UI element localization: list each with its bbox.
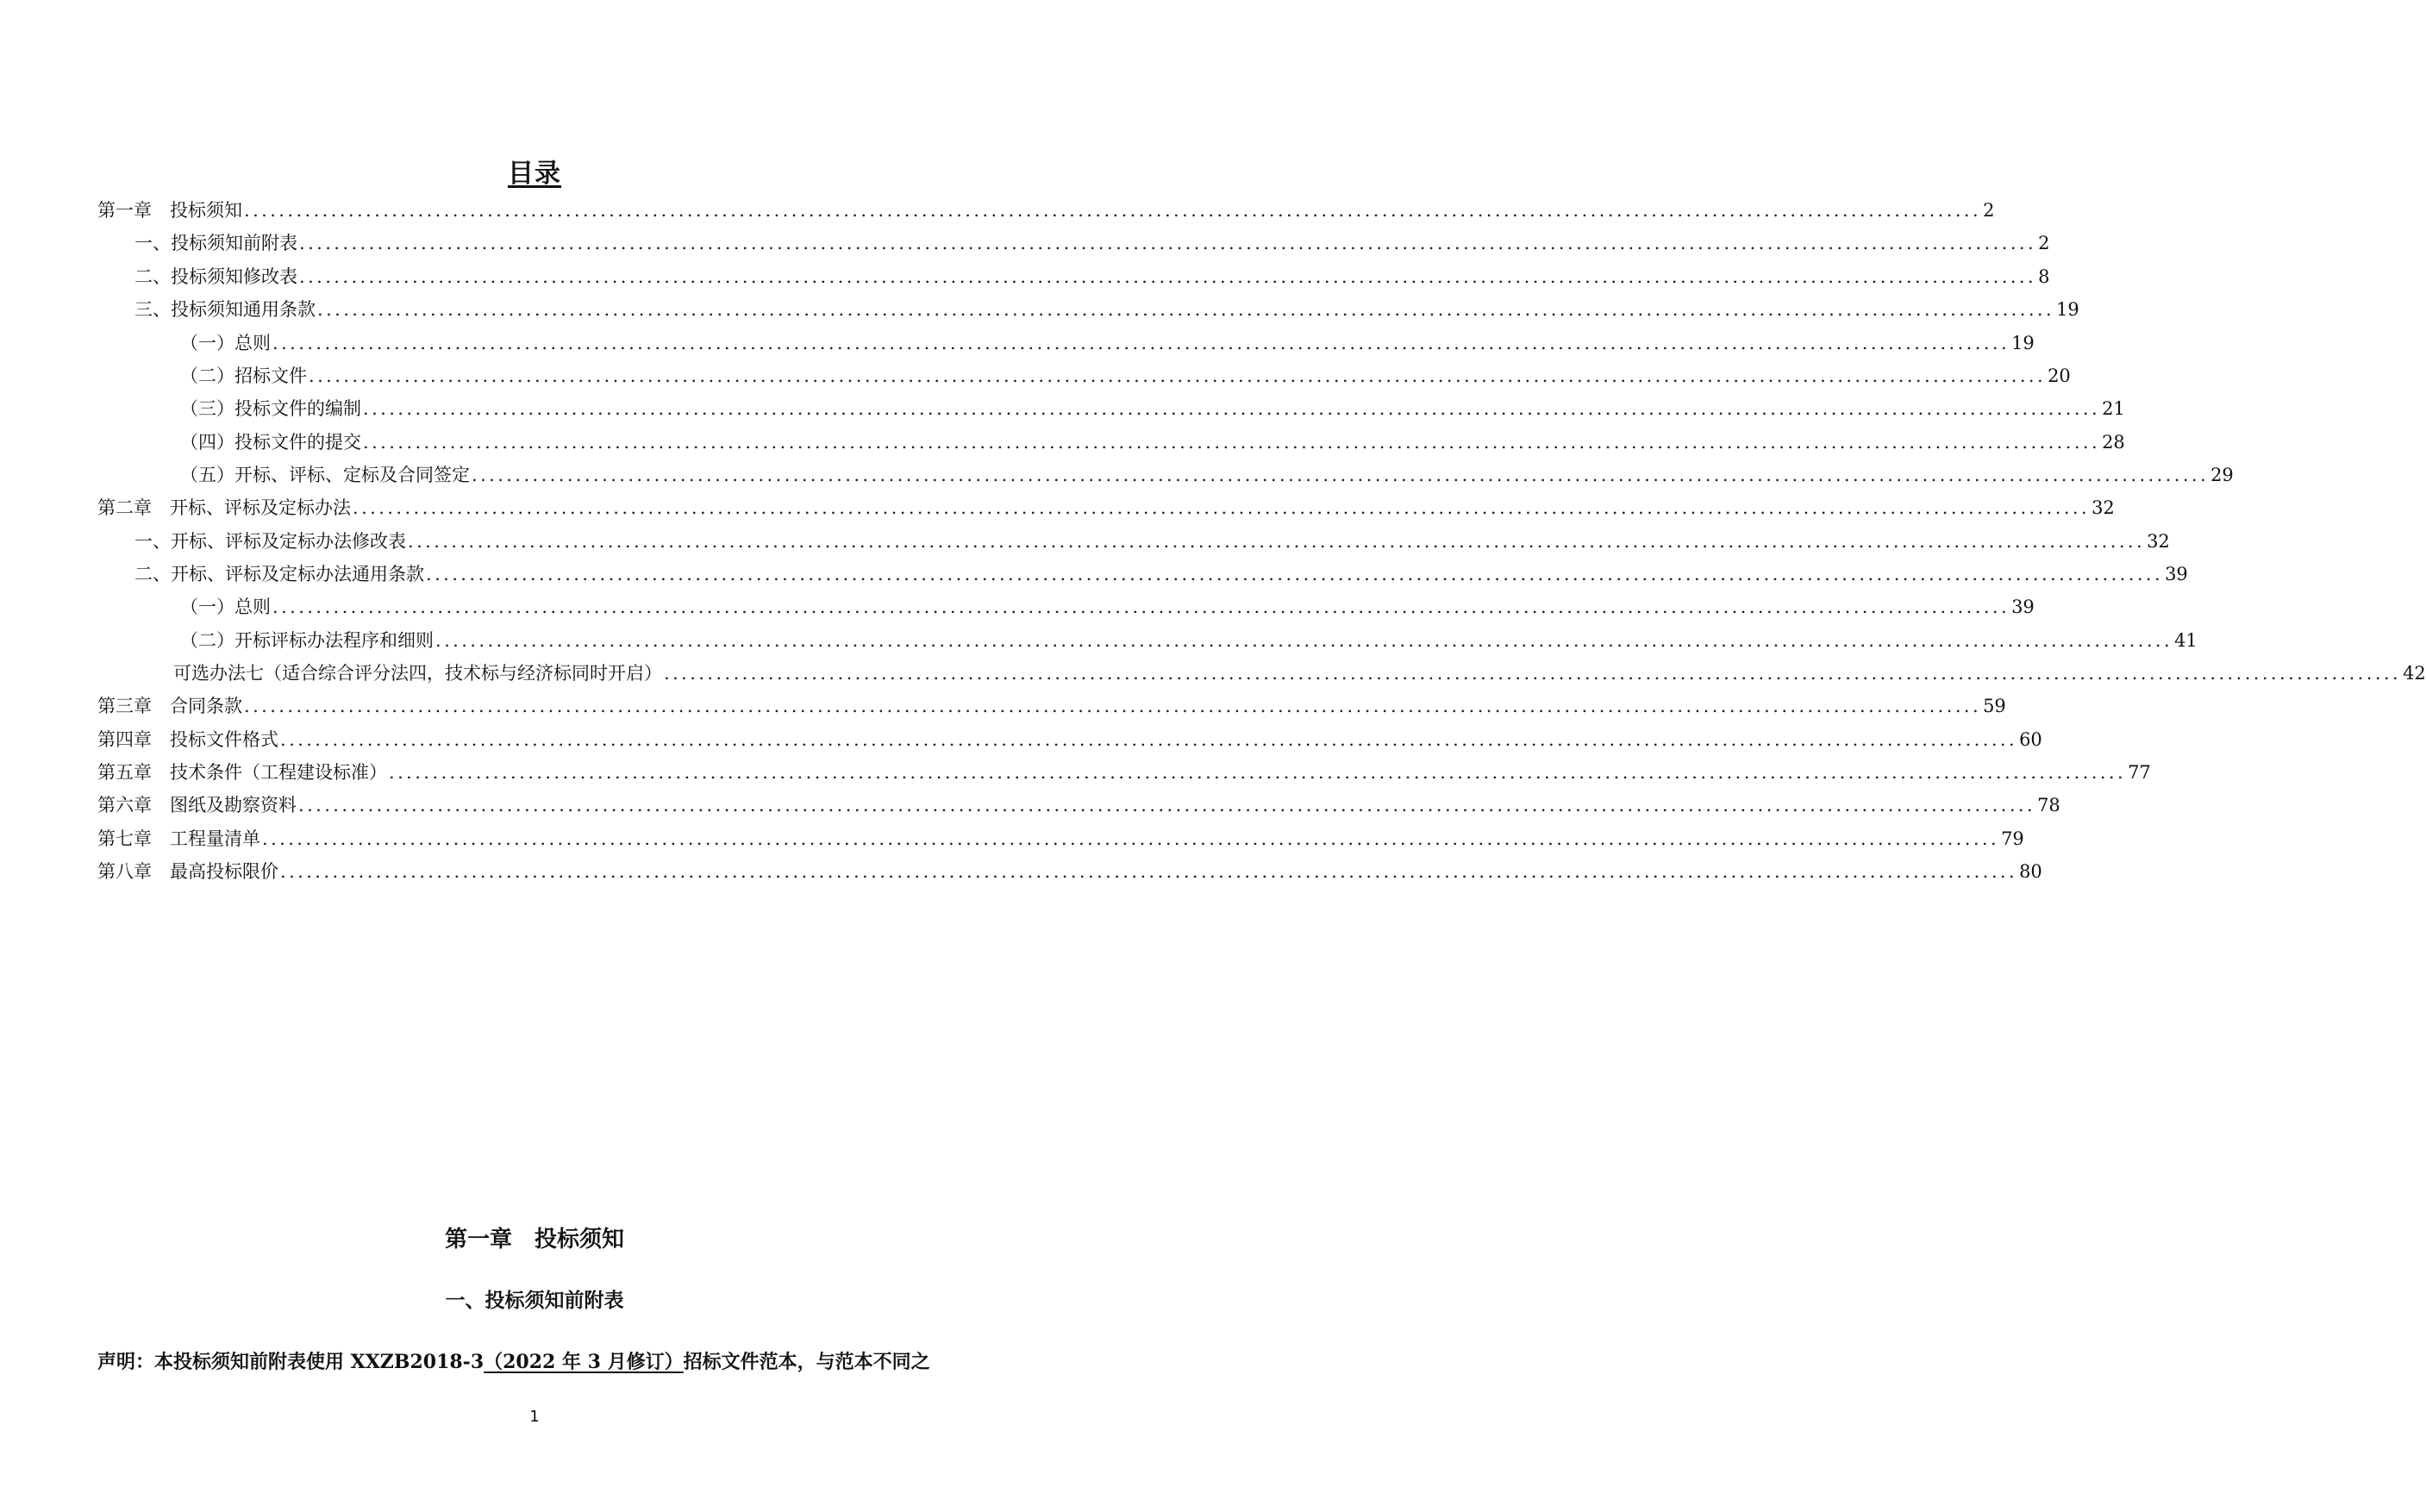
toc-entry[interactable] — [97, 755, 2151, 790]
toc-entry[interactable] — [97, 490, 2115, 525]
toc-entry[interactable] — [97, 822, 2024, 856]
statement-underlined: （2022 年 3 月修订） — [484, 1351, 684, 1373]
toc-entry-label: 二、投标须知修改表 — [134, 266, 297, 287]
toc-leader-dots: ........................................................................................................................................................................................................ — [408, 531, 2146, 552]
toc-entry-page: 39 — [2165, 564, 2188, 584]
toc-entry-page: 32 — [2091, 497, 2115, 518]
toc-leader-dots: ........................................................................................................................................................................................................ — [363, 432, 2101, 453]
toc-entry-label: 第六章 图纸及勘察资料 — [97, 795, 297, 815]
toc-leader-dots: ........................................................................................................................................................................................................ — [435, 630, 2173, 651]
toc-entry-label: （二）招标文件 — [180, 366, 307, 386]
toc-leader-dots: ........................................................................................................................................................................................................ — [280, 861, 2018, 882]
toc-entry[interactable] — [173, 656, 2426, 690]
toc-leader-dots: ........................................................................................................................................................................................................ — [299, 266, 2037, 287]
toc-leader-dots: ........................................................................................................................................................................................................ — [298, 795, 2036, 815]
toc-leader-dots: ........................................................................................................................................................................................................ — [426, 564, 2164, 584]
toc-entry-page: 8 — [2038, 266, 2050, 287]
toc-entry-label: （二）开标评标办法程序和细则 — [180, 630, 434, 651]
toc-entry[interactable] — [134, 259, 2050, 294]
toc-entry[interactable] — [134, 226, 2050, 260]
toc-entry[interactable] — [180, 623, 2198, 658]
toc-entry-page: 77 — [2128, 762, 2151, 783]
toc-entry-page: 19 — [2056, 299, 2079, 320]
toc-entry-label: 第三章 合同条款 — [97, 696, 242, 716]
toc-entry[interactable] — [97, 722, 2042, 757]
toc-entry-label: 二、开标、评标及定标办法通用条款 — [134, 564, 424, 584]
toc-entry-label: 三、投标须知通用条款 — [134, 299, 316, 320]
toc-entry-page: 60 — [2019, 729, 2042, 750]
toc-entry[interactable] — [180, 425, 2125, 459]
toc-entry-label: 第二章 开标、评标及定标办法 — [97, 497, 351, 518]
toc-entry-page: 21 — [2102, 398, 2125, 419]
toc-entry-page: 80 — [2019, 861, 2042, 882]
toc-entry[interactable] — [97, 193, 1995, 228]
toc-entry-page: 2 — [2038, 233, 2050, 253]
toc-leader-dots: ........................................................................................................................................................................................................ — [389, 762, 2127, 783]
toc-leader-dots: ........................................................................................................................................................................................................ — [244, 696, 1982, 716]
toc-leader-dots: ........................................................................................................................................................................................................ — [280, 729, 2018, 750]
toc-entry-label: 一、开标、评标及定标办法修改表 — [134, 531, 406, 552]
toc-entry-label: （一）总则 — [180, 597, 271, 617]
statement-prefix: 声明：本投标须知前附表使用 XXZB2018-3 — [97, 1351, 485, 1373]
section-title: 一、投标须知前附表 — [445, 1290, 624, 1312]
toc-entry-page: 41 — [2174, 630, 2198, 651]
toc-entry[interactable] — [180, 326, 2035, 360]
toc-entry[interactable] — [180, 590, 2035, 624]
toc-entry-label: 第五章 技术条件（工程建设标准） — [97, 762, 387, 783]
toc-entry-page: 20 — [2048, 366, 2071, 386]
toc-entry[interactable] — [97, 788, 2060, 822]
toc-leader-dots: ........................................................................................................................................................................................................ — [309, 366, 2047, 386]
toc-leader-dots: ........................................................................................................................................................................................................ — [272, 333, 2010, 353]
toc-entry-page: 28 — [2102, 432, 2125, 453]
toc-entry-label: 第八章 最高投标限价 — [97, 861, 278, 882]
toc-leader-dots: ........................................................................................................................................................................................................ — [664, 663, 2402, 684]
toc-entry-label: 可选办法七（适合综合评分法四，技术标与经济标同时开启） — [173, 663, 662, 684]
toc-entry-page: 59 — [1983, 696, 2006, 716]
toc-entry-label: 一、投标须知前附表 — [134, 233, 297, 253]
toc-entry-label: （三）投标文件的编制 — [180, 398, 361, 419]
toc-title: 目录 — [508, 159, 561, 189]
statement-paragraph — [97, 1347, 985, 1374]
toc-entry-page: 42 — [2403, 663, 2426, 684]
toc-entry-page: 78 — [2037, 795, 2060, 815]
toc-leader-dots: ........................................................................................................................................................................................................ — [472, 465, 2210, 485]
toc-entry-label: （五）开标、评标、定标及合同签定 — [180, 465, 470, 485]
toc-entry[interactable] — [134, 557, 2188, 591]
toc-leader-dots: ........................................................................................................................................................................................................ — [317, 299, 2055, 320]
toc-entry-label: 第七章 工程量清单 — [97, 828, 260, 849]
page-number: 1 — [529, 1408, 540, 1426]
statement-suffix: 招标文件范本，与范本不同之 — [683, 1351, 930, 1373]
toc-leader-dots: ........................................................................................................................................................................................................ — [353, 497, 2091, 518]
toc-entry-page: 2 — [1983, 200, 1995, 221]
toc-entry-label: 第四章 投标文件格式 — [97, 729, 278, 750]
toc-entry-page: 29 — [2210, 465, 2234, 485]
toc-entry-label: 第一章 投标须知 — [97, 200, 242, 221]
toc-leader-dots: ........................................................................................................................................................................................................ — [244, 200, 1982, 221]
toc-entry-page: 79 — [2001, 828, 2024, 849]
toc-entry[interactable] — [180, 359, 2071, 393]
toc-entry[interactable] — [134, 524, 2170, 559]
chapter-title: 第一章 投标须知 — [444, 1227, 624, 1253]
toc-leader-dots: ........................................................................................................................................................................................................ — [272, 597, 2010, 617]
toc-entry[interactable] — [97, 689, 2006, 723]
toc-entry[interactable] — [97, 854, 2042, 889]
toc-entry[interactable] — [180, 391, 2125, 426]
toc-entry-page: 39 — [2011, 597, 2035, 617]
toc-leader-dots: ........................................................................................................................................................................................................ — [262, 828, 2000, 849]
toc-entry-label: （四）投标文件的提交 — [180, 432, 361, 453]
toc-leader-dots: ........................................................................................................................................................................................................ — [299, 233, 2037, 253]
toc-entry-label: （一）总则 — [180, 333, 271, 353]
toc-entry[interactable] — [134, 292, 2079, 327]
toc-entry-page: 32 — [2147, 531, 2170, 552]
toc-entry[interactable] — [180, 458, 2234, 492]
toc-entry-page: 19 — [2011, 333, 2035, 353]
toc-leader-dots: ........................................................................................................................................................................................................ — [363, 398, 2101, 419]
